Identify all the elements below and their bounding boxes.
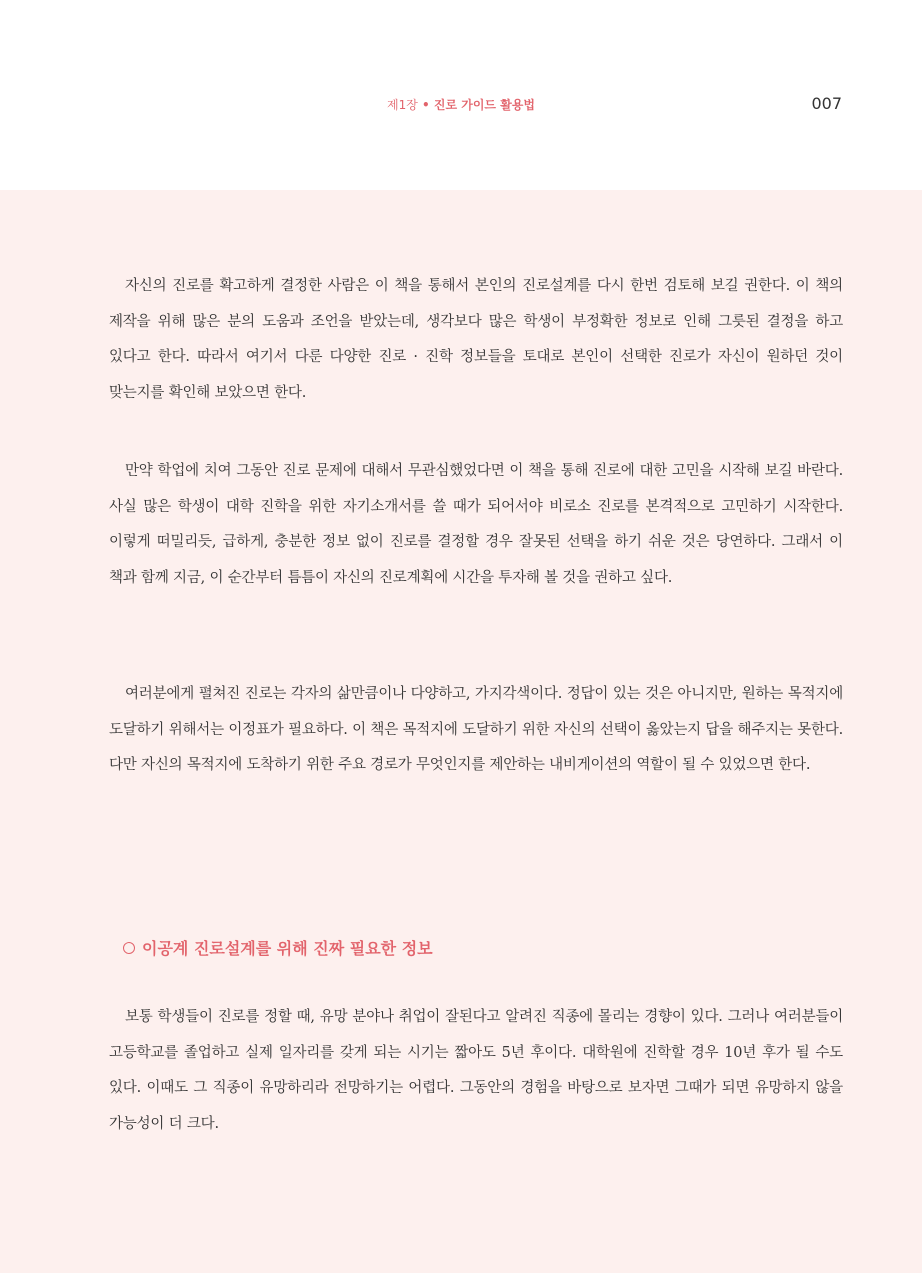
chapter-label: 제1장 [387, 98, 418, 112]
section-heading-text: 이공계 진로설계를 위해 진짜 필요한 정보 [142, 939, 433, 958]
page-header [0, 0, 922, 190]
section-paragraph: 보통 학생들이 진로를 정할 때, 유망 분야나 취업이 잘된다고 알려진 직종에 몰리는 경향이 있다. 그러나 여러분들이 고등학교를 졸업하고 실제 일자리를 갖게 되는 시기는 짧아도 5년 후이다. 대학원에 진학할 경우 10년 후가 될 수도 있다. 이때도 그 직종이 유망하리라 전망하기는 어렵다. 그동안의 경험을 바탕으로 보자면 그때가 되면 유망하지 않을 가능성이 더 크다. [109, 1009, 843, 1132]
body-paragraph-1: 자신의 진로를 확고하게 결정한 사람은 이 책을 통해서 본인의 진로설계를 다시 한번 검토해 보길 권한다. 이 책의 제작을 위해 많은 분의 도움과 조언을 받았는데, 생각보다 많은 학생이 부정확한 정보로 인해 그릇된 결정을 하고 있다고 한다. 따라서 여기서 다룬 다양한 진로 · 진학 정보들을 토대로 본인이 선택한 진로가 자신이 원하던 것이 맞는지를 확인해 보았으면 한다. [109, 278, 843, 401]
section-heading [123, 936, 433, 959]
body-paragraph-3: 여러분에게 펼쳐진 진로는 각자의 삶만큼이나 다양하고, 가지각색이다. 정답이 있는 것은 아니지만, 원하는 목적지에 도달하기 위해서는 이정표가 필요하다. 이 책은 목적지에 도달하기 위한 자신의 선택이 옳았는지 답을 해주지는 못한다. 다만 자신의 목적지에 도착하기 위한 주요 경로가 무엇인지를 제안하는 내비게이션의 역할이 될 수 있었으면 한다. [109, 686, 843, 773]
running-head-separator: • [417, 98, 434, 112]
page-number: 007 [811, 94, 842, 113]
running-head-title: 진로 가이드 활용법 [433, 98, 535, 112]
circle-icon [123, 942, 135, 954]
body-paragraph-2: 만약 학업에 치여 그동안 진로 문제에 대해서 무관심했었다면 이 책을 통해 진로에 대한 고민을 시작해 보길 바란다. 사실 많은 학생이 대학 진학을 위한 자기소개서를 쓸 때가 되어서야 비로소 진로를 본격적으로 고민하기 시작한다. 이렇게 떠밀리듯, 급하게, 충분한 정보 없이 진로를 결정할 경우 잘못된 선택을 하기 쉬운 것은 당연하다. 그래서 이 책과 함께 지금, 이 순간부터 틈틈이 자신의 진로계획에 시간을 투자해 볼 것을 권하고 싶다. [109, 463, 843, 586]
running-head [0, 96, 922, 113]
